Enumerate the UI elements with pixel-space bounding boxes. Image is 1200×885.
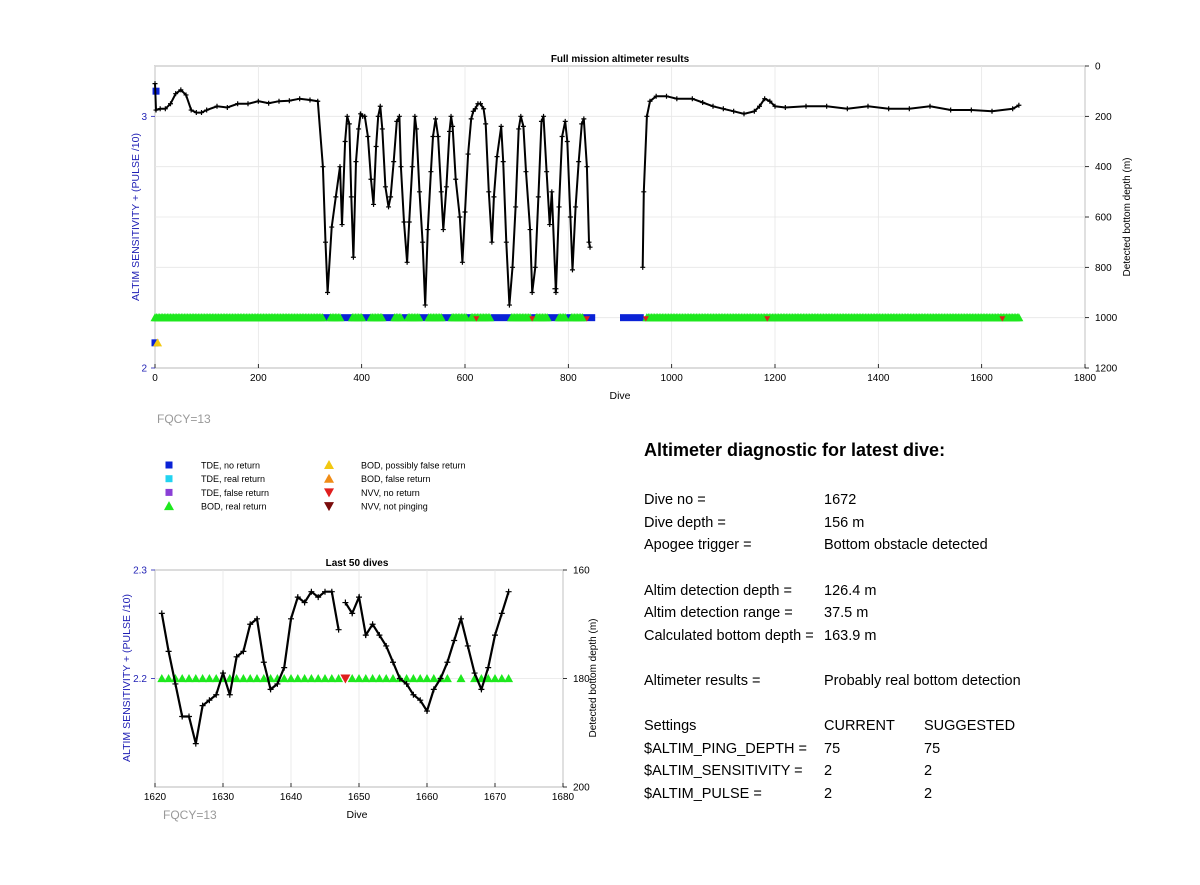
dive-depth-value: 156 m [824, 514, 865, 531]
legend-item [166, 474, 266, 484]
diagnostic-title: Altimeter diagnostic for latest dive: [644, 440, 946, 460]
legend-label: BOD, real return [201, 501, 267, 512]
setting-current: 2 [824, 763, 833, 780]
legend-marker-icon [166, 462, 173, 469]
y-right-tick-label: 0 [1095, 61, 1101, 73]
altimeter-diagnostic [644, 440, 1164, 805]
tde-no-return-marker [620, 314, 644, 321]
y-left-tick-label: 2.3 [133, 565, 147, 577]
current-label: CURRENT [824, 718, 895, 735]
x-tick-label: 1670 [483, 792, 507, 803]
setting-row [644, 738, 1164, 761]
chart-title: Full mission altimeter results [550, 54, 690, 65]
dive-depth-row [644, 512, 1164, 535]
y-right-tick-label: 160 [573, 565, 590, 577]
x-tick-label: 1000 [660, 373, 683, 384]
results-value: Probably real bottom detection [824, 673, 1021, 690]
y-right-tick-label: 600 [1095, 212, 1112, 224]
x-tick-label: 0 [152, 373, 158, 384]
y-axis-label-right: Detected bottom depth (m) [1122, 157, 1133, 277]
setting-current: 2 [824, 786, 833, 803]
detect-depth-row [644, 579, 1164, 602]
y-right-tick-label: 200 [573, 782, 590, 794]
dive-no-row [644, 489, 1164, 512]
y-axis-label-right: Detected bottom depth (m) [588, 618, 599, 738]
x-axis-label: Dive [346, 809, 368, 821]
y-left-tick-label: 2 [141, 363, 147, 375]
setting-row [644, 783, 1164, 806]
legend-label: TDE, no return [201, 460, 261, 471]
x-tick-label: 1650 [347, 792, 371, 803]
setting-suggested: 75 [924, 740, 941, 757]
legend-svg [160, 458, 500, 518]
settings-label: Settings [644, 718, 697, 735]
detect-range-label: Altim detection range = [644, 605, 793, 622]
legend-item [166, 488, 270, 498]
setting-suggested: 2 [924, 786, 933, 803]
y-right-tick-label: 800 [1095, 262, 1112, 274]
legend-label: NVV, no return [361, 487, 420, 498]
legend-label: BOD, false return [361, 474, 431, 485]
suggested-label: SUGGESTED [924, 718, 1016, 735]
x-tick-label: 1200 [763, 373, 787, 384]
x-tick-label: 1640 [279, 792, 303, 803]
setting-name: $ALTIM_PULSE = [644, 786, 762, 803]
y-axis-label-left: ALTIM SENSITIVITY + (PULSE /10) [130, 133, 142, 301]
y-right-tick-label: 400 [1095, 162, 1112, 174]
y-left-tick-label: 3 [141, 111, 147, 123]
results-row [644, 670, 1164, 693]
x-tick-label: 800 [559, 373, 577, 384]
detect-range-value: 37.5 m [824, 605, 869, 622]
last-50-dives-chart [0, 550, 640, 830]
legend-item [324, 474, 431, 485]
x-tick-label: 1680 [551, 792, 575, 803]
calc-depth-row [644, 625, 1164, 648]
x-tick-label: 1400 [867, 373, 890, 384]
y-right-tick-label: 200 [1095, 111, 1112, 123]
calc-depth-value: 163.9 m [824, 627, 877, 644]
legend-marker-icon [324, 488, 334, 497]
x-tick-label: 400 [353, 373, 371, 384]
legend-label: TDE, false return [201, 487, 270, 498]
x-tick-label: 600 [456, 373, 474, 384]
fqcy-label-top: FQCY=13 [157, 412, 211, 426]
x-axis-label: Dive [609, 390, 631, 402]
legend-marker-icon [324, 474, 334, 483]
dive-no-value: 1672 [824, 492, 857, 509]
legend-item [324, 460, 466, 471]
setting-current: 75 [824, 740, 841, 757]
legend-label: BOD, possibly false return [361, 460, 466, 471]
detect-depth-value: 126.4 m [824, 582, 877, 599]
y-axis-label-left: ALTIM SENSITIVITY + (PULSE /10) [121, 594, 133, 762]
results-label: Altimeter results = [644, 673, 761, 690]
x-tick-label: 200 [249, 373, 267, 384]
legend-item [166, 461, 261, 471]
calc-depth-label: Calculated bottom depth = [644, 627, 814, 644]
dive-depth-label: Dive depth = [644, 514, 726, 531]
legend-marker-icon [164, 501, 174, 510]
full-mission-chart [0, 0, 1200, 410]
legend-marker-icon [324, 460, 334, 469]
x-tick-label: 1660 [415, 792, 439, 803]
legend-item [324, 502, 428, 512]
x-tick-label: 1600 [970, 373, 993, 384]
setting-suggested: 2 [924, 763, 933, 780]
detect-range-row [644, 602, 1164, 625]
y-right-tick-label: 1200 [1095, 363, 1118, 375]
legend-marker-icon [166, 475, 173, 482]
x-tick-label: 1800 [1073, 373, 1097, 384]
settings-header-row [644, 715, 1164, 738]
legend-marker-icon [166, 489, 173, 496]
y-right-tick-label: 1000 [1095, 313, 1118, 325]
legend-label: TDE, real return [201, 474, 266, 485]
apogee-label: Apogee trigger = [644, 537, 752, 554]
fqcy-label-bottom: FQCY=13 [163, 808, 217, 822]
chart-title: Last 50 dives [325, 558, 389, 569]
y-left-tick-label: 2.2 [133, 674, 147, 685]
dive-no-label: Dive no = [644, 492, 706, 509]
y-right-tick-label: 180 [573, 674, 590, 685]
setting-name: $ALTIM_SENSITIVITY = [644, 763, 803, 780]
apogee-value: Bottom obstacle detected [824, 537, 988, 554]
setting-row [644, 760, 1164, 783]
detect-depth-label: Altim detection depth = [644, 582, 792, 599]
legend-item [164, 501, 267, 512]
apogee-row [644, 534, 1164, 557]
x-tick-label: 1630 [211, 792, 235, 803]
setting-name: $ALTIM_PING_DEPTH = [644, 740, 807, 757]
legend-item [324, 488, 420, 498]
legend-label: NVV, not pinging [361, 501, 428, 512]
x-tick-label: 1620 [143, 792, 167, 803]
legend [160, 458, 500, 518]
legend-marker-icon [324, 502, 334, 511]
